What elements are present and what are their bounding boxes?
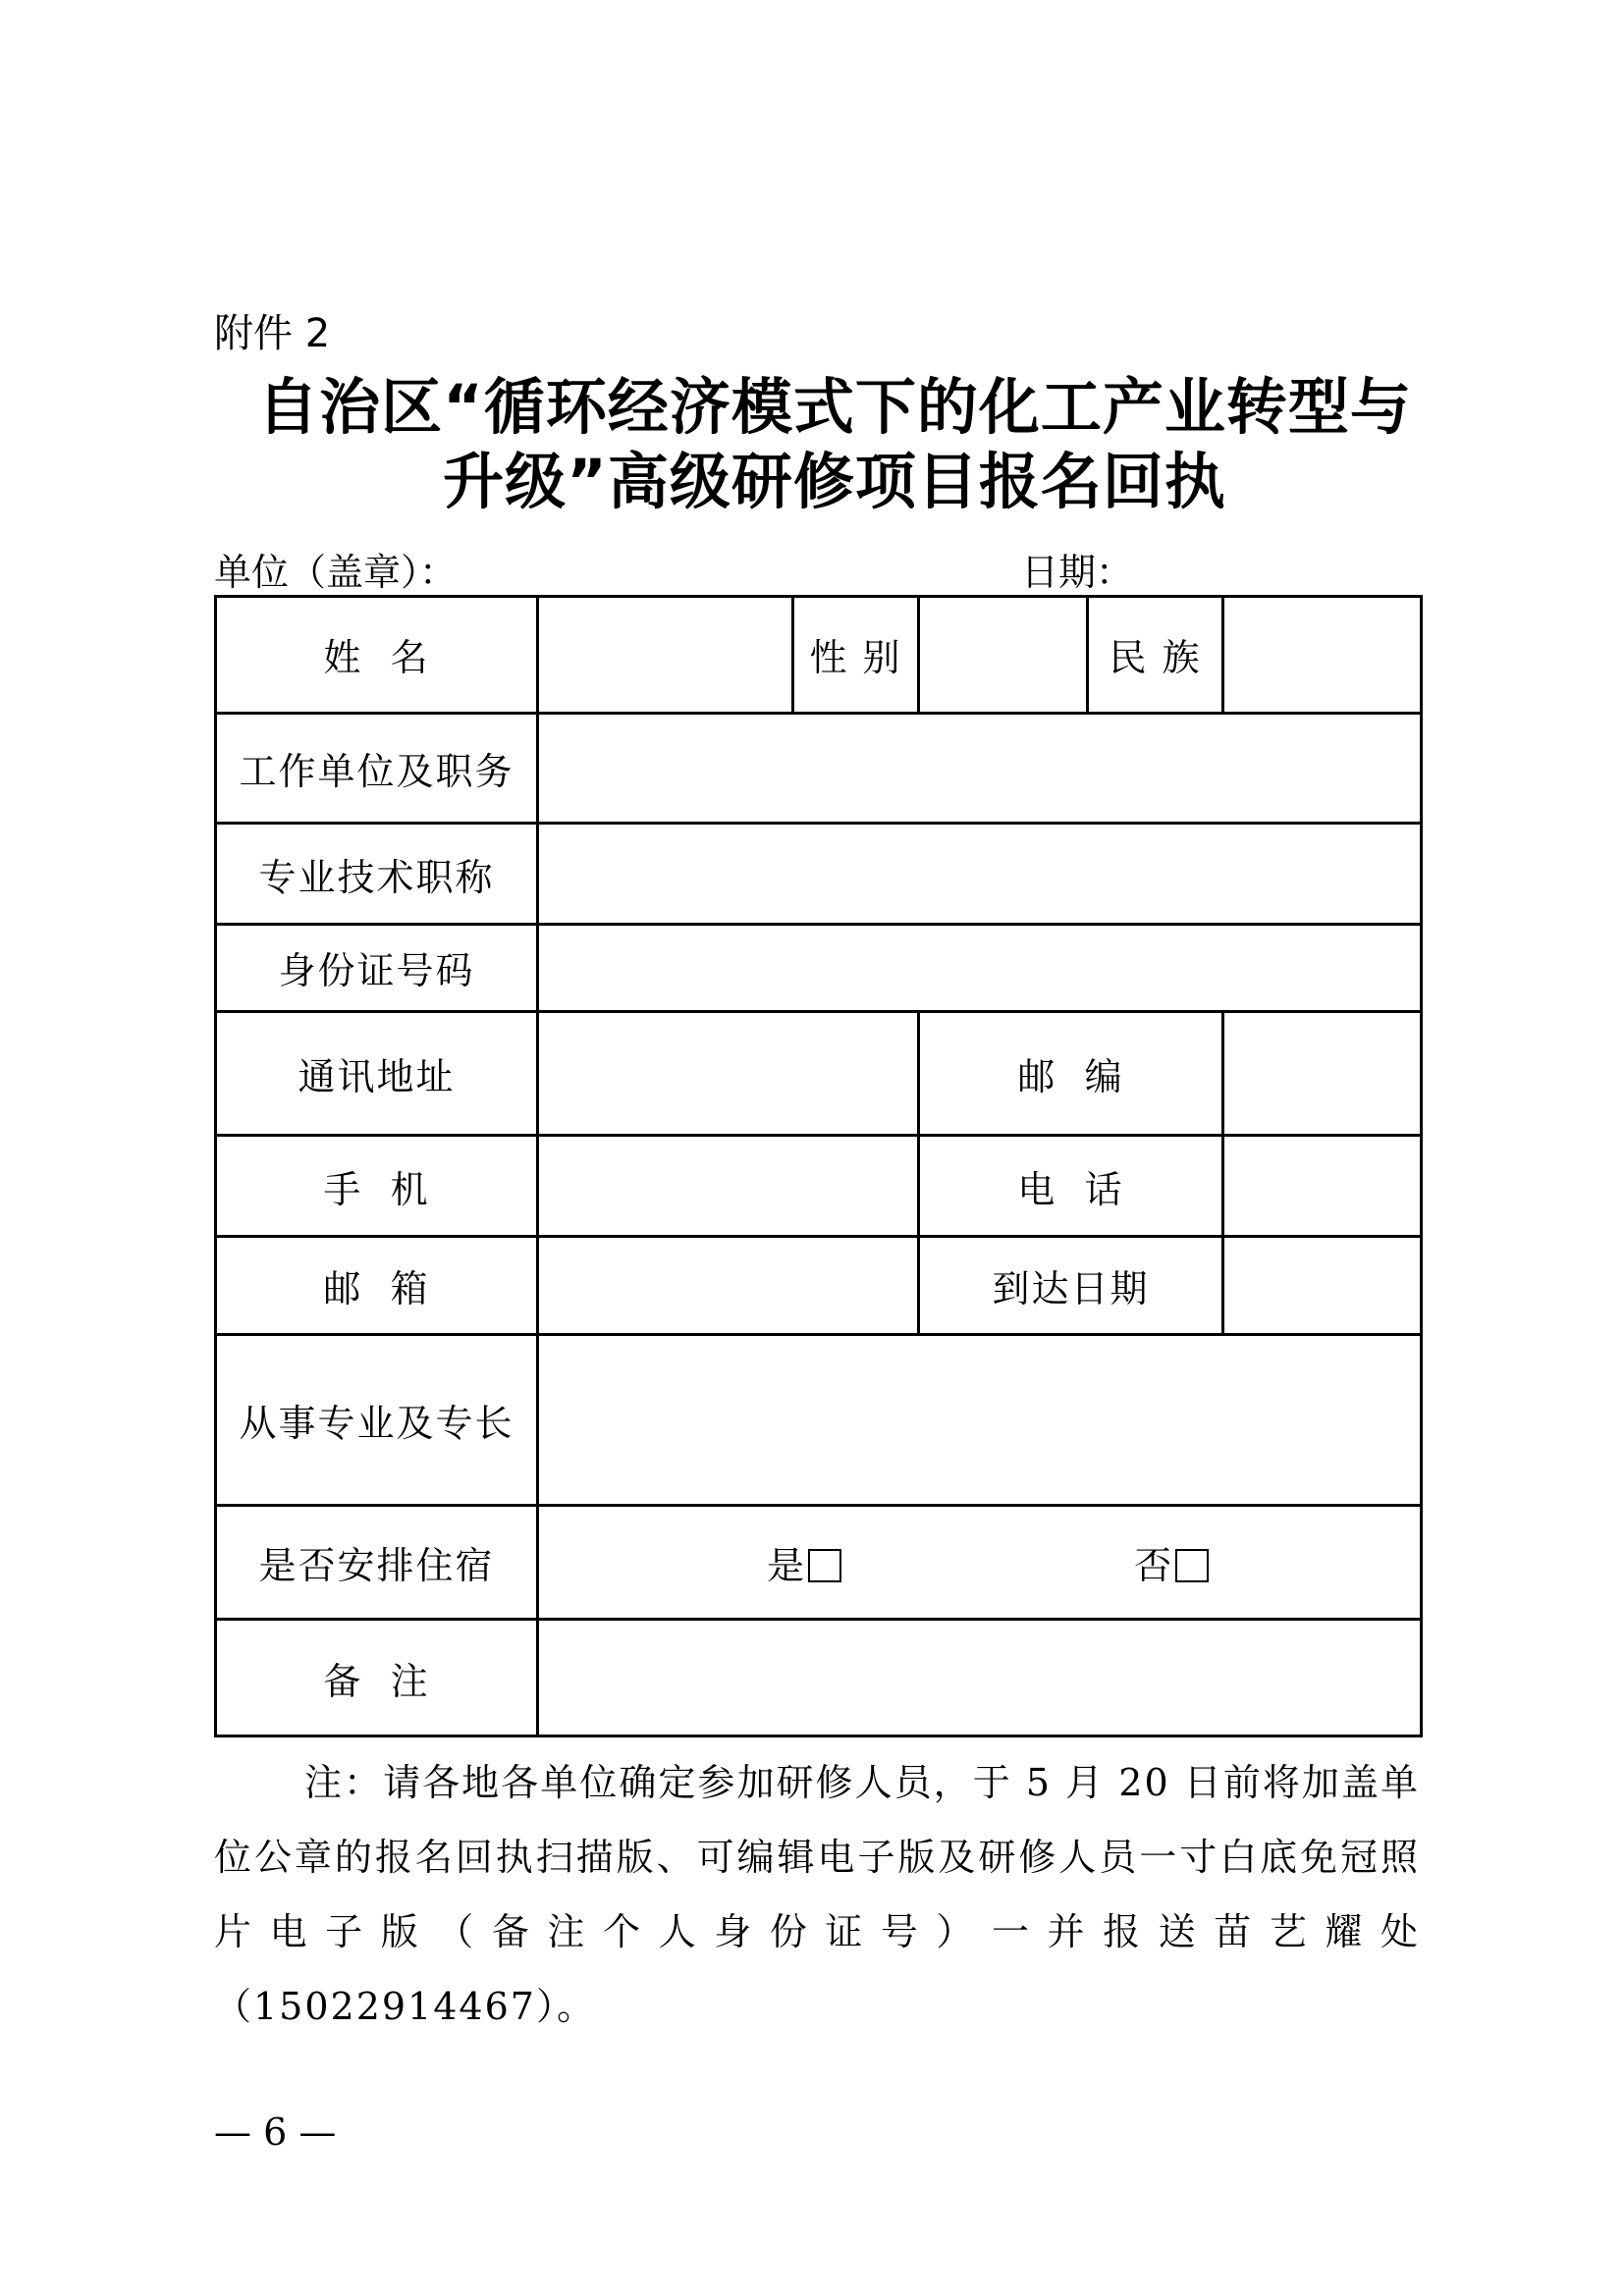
specialty-label: 从事专业及专长 xyxy=(216,1335,538,1505)
remarks-field[interactable] xyxy=(538,1620,1422,1736)
arrival-date-field[interactable] xyxy=(1223,1236,1422,1335)
remarks-label: 备 注 xyxy=(216,1620,538,1736)
lodging-yes-label: 是 xyxy=(767,1543,807,1587)
phone-label: 电 话 xyxy=(919,1136,1223,1237)
ethnicity-label: 民 族 xyxy=(1088,597,1223,714)
form-row-id xyxy=(216,924,1422,1011)
document-title-line-2: 升级”高级研修项目报名回执 xyxy=(443,446,1226,517)
submission-note: 注：请各地各单位确定参加研修人员，于 5 月 20 日前将加盖单位公章的报名回执扫描版、可编辑电子版及研修人员一寸白底免冠照片电子版（备注个人身份证号）一并报送苗艺耀处（15022914467）。 xyxy=(214,1761,1420,2028)
workplace-field[interactable] xyxy=(538,713,1422,824)
phone-field[interactable] xyxy=(1223,1136,1422,1237)
email-label: 邮 箱 xyxy=(216,1236,538,1335)
date-label: 日期： xyxy=(1021,551,1134,594)
form-row-workplace xyxy=(216,713,1422,824)
postcode-label: 邮 编 xyxy=(919,1011,1223,1136)
lodging-yes-checkbox[interactable] xyxy=(808,1549,841,1582)
lodging-yes-option[interactable] xyxy=(767,1535,841,1589)
form-row-lodging xyxy=(216,1505,1422,1620)
workplace-label: 工作单位及职务 xyxy=(216,713,538,824)
ethnicity-field[interactable] xyxy=(1223,597,1422,714)
form-row-title xyxy=(216,824,1422,925)
id-number-label: 身份证号码 xyxy=(216,924,538,1011)
form-row-mobile xyxy=(216,1136,1422,1237)
address-field[interactable] xyxy=(538,1011,919,1136)
professional-title-field[interactable] xyxy=(538,824,1422,925)
lodging-no-checkbox[interactable] xyxy=(1175,1549,1209,1582)
postcode-field[interactable] xyxy=(1223,1011,1422,1136)
name-label: 姓 名 xyxy=(216,597,538,714)
email-field[interactable] xyxy=(538,1236,919,1335)
lodging-no-option[interactable] xyxy=(1134,1535,1209,1589)
professional-title-label: 专业技术职称 xyxy=(216,824,538,925)
document-title-line-1: 自治区“循环经济模式下的化工产业转型与 xyxy=(257,371,1412,443)
address-label: 通讯地址 xyxy=(216,1011,538,1136)
mobile-field[interactable] xyxy=(538,1136,919,1237)
mobile-label: 手 机 xyxy=(216,1136,538,1237)
gender-label: 性 别 xyxy=(793,597,919,714)
page-number: — 6 — xyxy=(214,2110,337,2154)
registration-form-table xyxy=(214,595,1423,1737)
gender-field[interactable] xyxy=(919,597,1088,714)
lodging-no-label: 否 xyxy=(1134,1543,1174,1587)
lodging-label: 是否安排住宿 xyxy=(216,1505,538,1620)
specialty-field[interactable] xyxy=(538,1335,1422,1505)
attachment-label: 附件 2 xyxy=(214,311,331,356)
arrival-date-label: 到达日期 xyxy=(919,1236,1223,1335)
id-number-field[interactable] xyxy=(538,924,1422,1011)
form-row-email xyxy=(216,1236,1422,1335)
form-row-address xyxy=(216,1011,1422,1136)
form-row-specialty xyxy=(216,1335,1422,1505)
lodging-options xyxy=(538,1505,1422,1620)
name-field[interactable] xyxy=(538,597,793,714)
form-row-remarks xyxy=(216,1620,1422,1736)
form-row-name xyxy=(216,597,1422,714)
unit-stamp-label: 单位（盖章）： xyxy=(214,551,458,594)
